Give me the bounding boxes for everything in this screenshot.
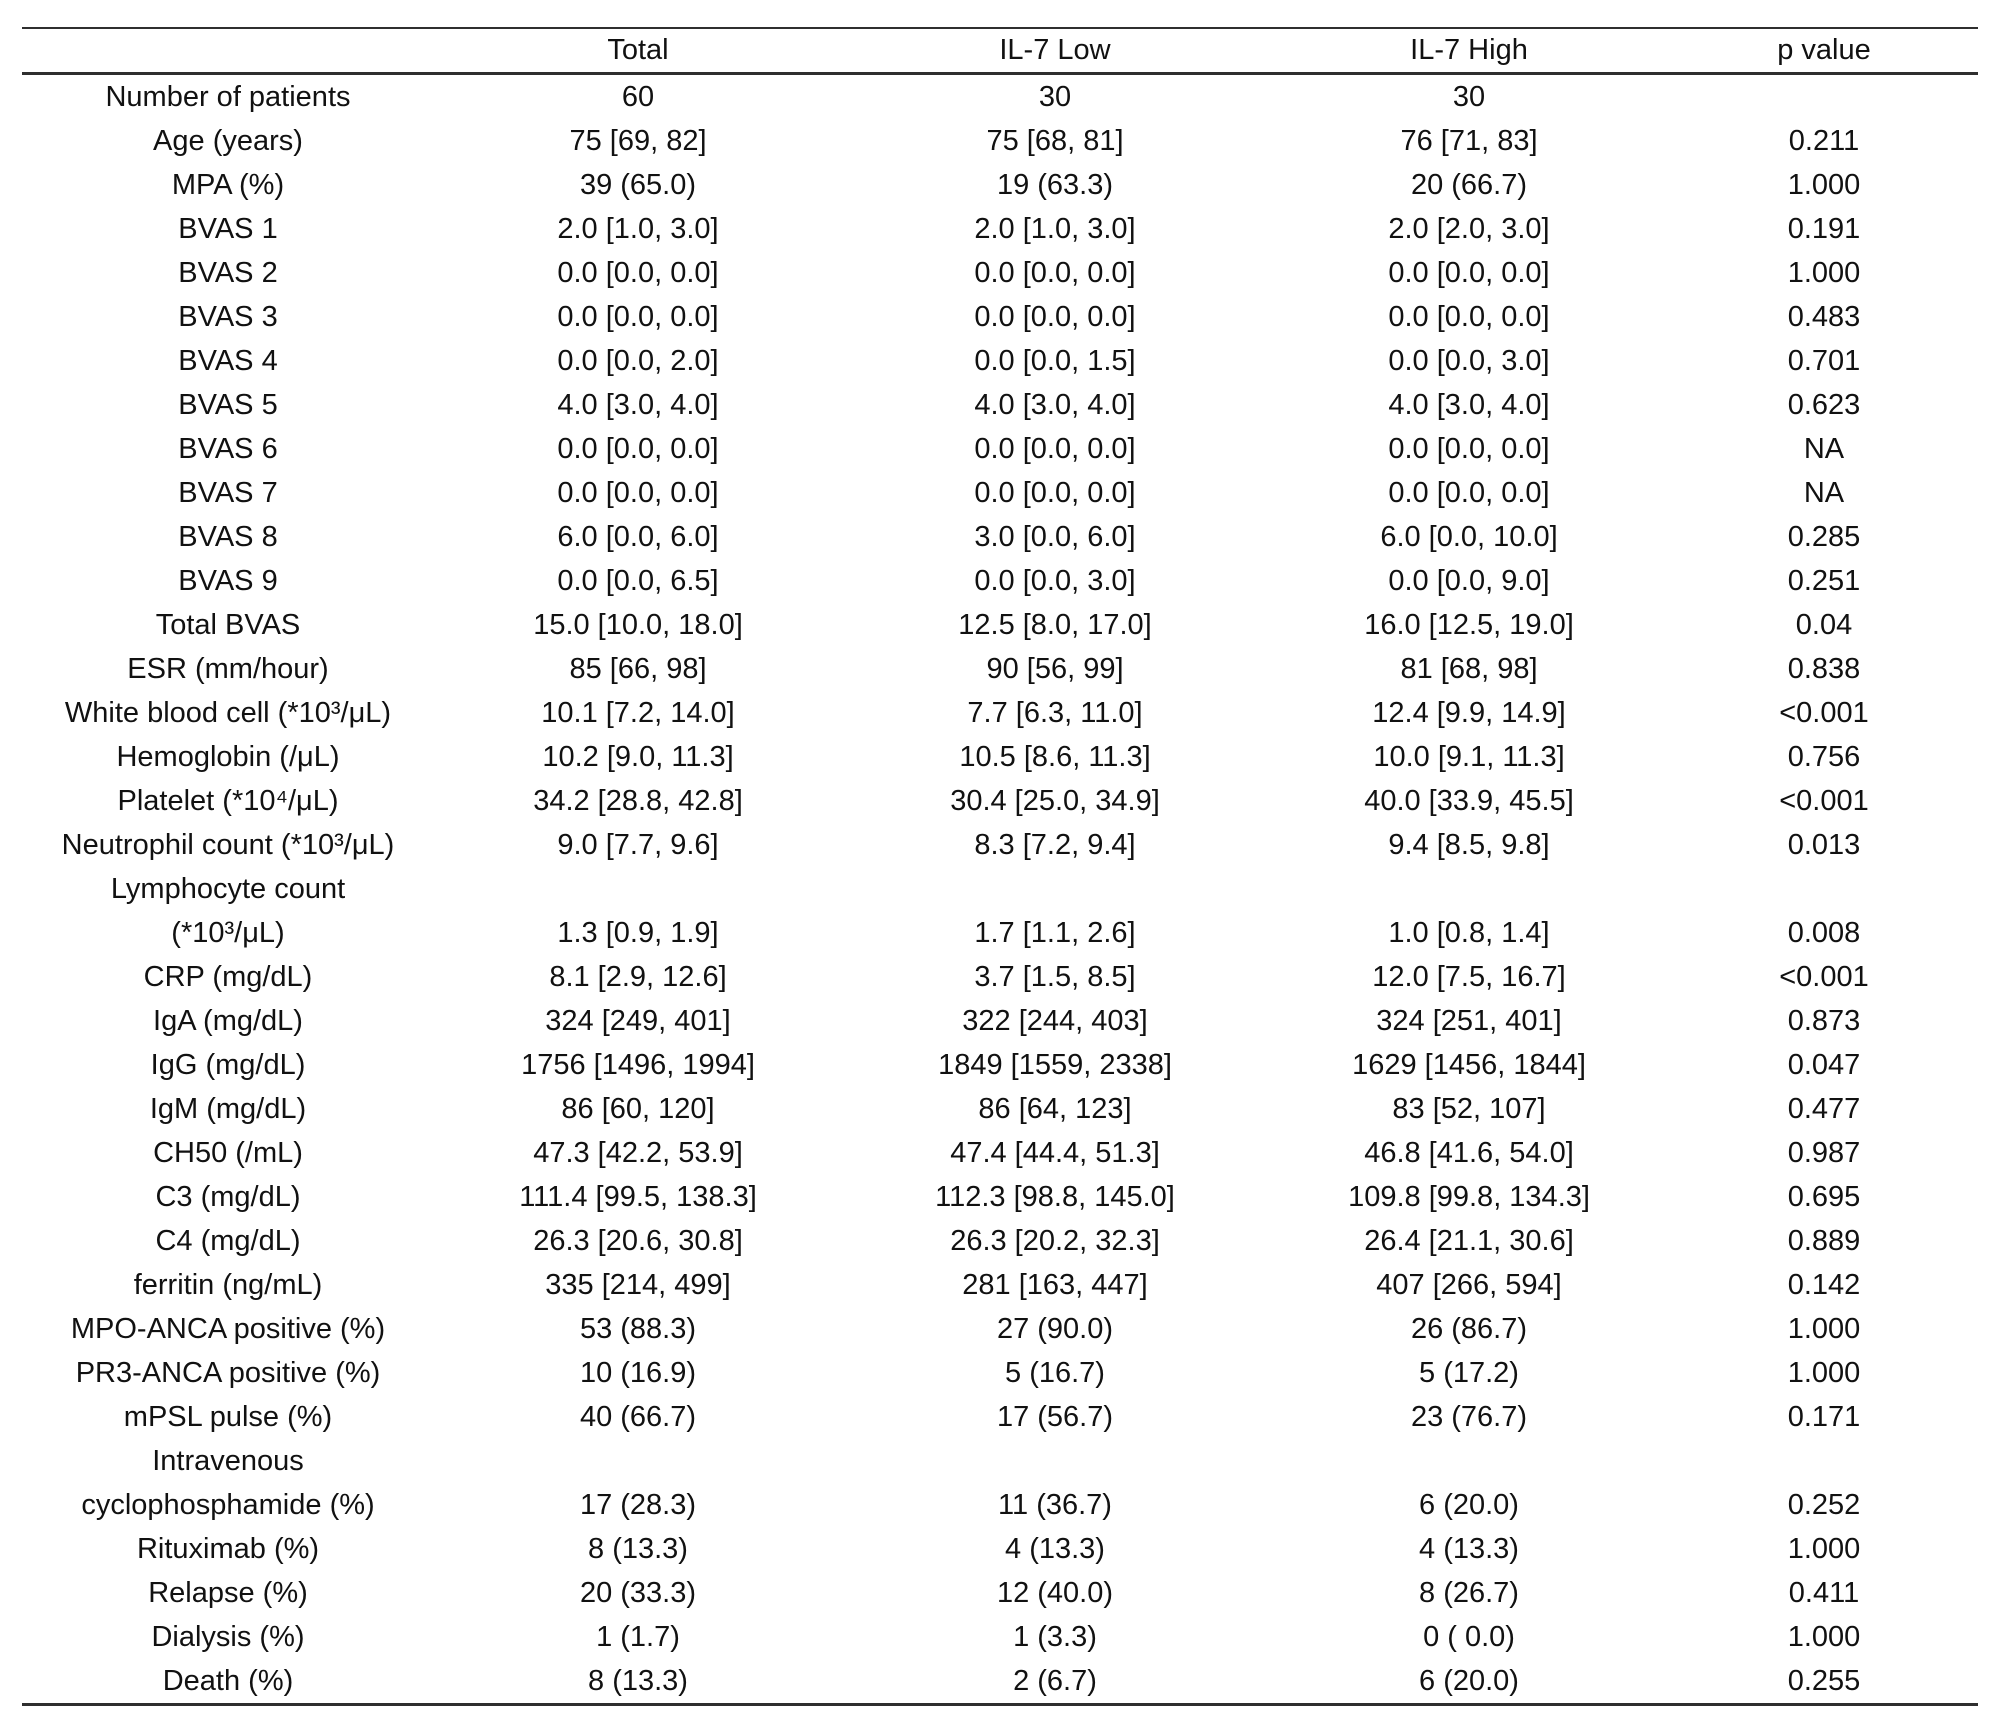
row-label: C4 (mg/dL) — [155, 1225, 301, 1257]
cell-p-value: <0.001 — [1779, 785, 1869, 817]
cell-p-value: 0.211 — [1788, 125, 1860, 157]
cell-p-value: 0.838 — [1787, 653, 1861, 685]
cell-il7-low: 0.0 [0.0, 1.5] — [974, 345, 1136, 377]
cell-p-value: 1.000 — [1787, 169, 1861, 201]
row-label: IgA (mg/dL) — [153, 1005, 303, 1037]
table-body — [22, 74, 1978, 1705]
row-label: BVAS 1 — [178, 213, 278, 245]
cell-il7-low: 112.3 [98.8, 145.0] — [935, 1181, 1175, 1213]
cell-total: 17 (28.3) — [579, 1489, 697, 1521]
cell-il7-low: 322 [244, 403] — [962, 1005, 1148, 1037]
cell-il7-low: 90 [56, 99] — [986, 653, 1124, 685]
cell-total: 1756 [1496, 1994] — [521, 1049, 755, 1081]
cell-total: 20 (33.3) — [579, 1577, 697, 1609]
cell-il7-low: 281 [163, 447] — [962, 1269, 1148, 1301]
cell-il7-high: 16.0 [12.5, 19.0] — [1364, 609, 1574, 641]
cell-il7-low: 0.0 [0.0, 0.0] — [974, 433, 1136, 465]
table-row — [22, 999, 1978, 1043]
cell-il7-high: 6 (20.0) — [1419, 1489, 1519, 1521]
cell-il7-low: 30.4 [25.0, 34.9] — [950, 785, 1160, 817]
table-row — [22, 1219, 1978, 1263]
row-label: ferritin (ng/mL) — [133, 1269, 323, 1301]
row-label: C3 (mg/dL) — [155, 1181, 301, 1213]
cell-p-value: 1.000 — [1787, 1533, 1861, 1565]
table-row — [22, 427, 1978, 471]
cell-p-value: <0.001 — [1779, 697, 1869, 729]
cell-p-value: 0.889 — [1787, 1225, 1861, 1257]
row-label: Platelet (*10⁴/μL) — [117, 785, 339, 817]
cell-p-value: 1.000 — [1787, 1357, 1861, 1389]
cell-p-value — [1670, 74, 1978, 120]
cell-il7-high: 6.0 [0.0, 10.0] — [1380, 521, 1558, 553]
row-label: CH50 (/mL) — [153, 1137, 303, 1169]
cell-il7-high: 76 [71, 83] — [1400, 125, 1538, 157]
row-label: Relapse (%) — [148, 1577, 308, 1609]
cell-il7-low: 86 [64, 123] — [978, 1093, 1132, 1125]
row-label: BVAS 9 — [178, 565, 278, 597]
cell-il7-high: 81 [68, 98] — [1400, 653, 1538, 685]
cell-il7-low: 0.0 [0.0, 0.0] — [974, 257, 1136, 289]
table-row — [22, 1659, 1978, 1705]
cell-il7-high: 0.0 [0.0, 3.0] — [1388, 345, 1550, 377]
cell-total: 86 [60, 120] — [561, 1093, 715, 1125]
cell-p-value: 0.013 — [1787, 829, 1861, 861]
cell-il7-high: 0.0 [0.0, 0.0] — [1388, 301, 1550, 333]
cell-il7-low: 27 (90.0) — [996, 1313, 1114, 1345]
table-row — [22, 515, 1978, 559]
row-label: IgM (mg/dL) — [149, 1093, 307, 1125]
table-row — [22, 295, 1978, 339]
cell-total: 0.0 [0.0, 6.5] — [557, 565, 719, 597]
table-row — [22, 735, 1978, 779]
row-label: Rituximab (%) — [136, 1533, 320, 1565]
cell-p-value: 0.701 — [1787, 345, 1861, 377]
cell-total: 75 [69, 82] — [569, 125, 707, 157]
cell-il7-high: 26 (86.7) — [1410, 1313, 1528, 1345]
cell-il7-low: 0.0 [0.0, 0.0] — [974, 301, 1136, 333]
header-row — [22, 28, 1978, 74]
cell-il7-high: 23 (76.7) — [1410, 1401, 1528, 1433]
cell-total: 60 — [621, 81, 655, 113]
cell-il7-low: 2.0 [1.0, 3.0] — [974, 213, 1136, 245]
cell-total: 9.0 [7.7, 9.6] — [557, 829, 719, 861]
row-label: MPA (%) — [171, 169, 285, 201]
table-row — [22, 207, 1978, 251]
cell-total: 10.2 [9.0, 11.3] — [542, 741, 734, 773]
cell-il7-low: 4 (13.3) — [1005, 1533, 1105, 1565]
cell-il7-high: 12.4 [9.9, 14.9] — [1372, 697, 1566, 729]
table-row — [22, 1131, 1978, 1175]
table-row — [22, 867, 1978, 955]
row-label: Dialysis (%) — [151, 1621, 305, 1653]
row-label: BVAS 5 — [178, 389, 278, 421]
row-label: Neutrophil count (*10³/μL) — [61, 829, 395, 861]
cell-p-value: 1.000 — [1787, 1313, 1861, 1345]
cell-il7-low: 75 [68, 81] — [986, 125, 1124, 157]
row-label: Hemoglobin (/μL) — [116, 741, 340, 773]
table-row — [22, 383, 1978, 427]
cell-il7-high: 0.0 [0.0, 9.0] — [1388, 565, 1550, 597]
cell-total: 1 (1.7) — [596, 1621, 680, 1653]
row-label: BVAS 2 — [178, 257, 278, 289]
cell-total: 53 (88.3) — [579, 1313, 697, 1345]
column-header-p-value: p value — [1670, 28, 1978, 74]
column-header-metric — [22, 28, 434, 74]
cell-il7-high: 83 [52, 107] — [1392, 1093, 1546, 1125]
row-label: Number of patients — [105, 81, 351, 113]
table-row — [22, 823, 1978, 867]
cell-il7-high: 1629 [1456, 1844] — [1352, 1049, 1586, 1081]
cell-il7-low: 17 (56.7) — [996, 1401, 1114, 1433]
cell-il7-high: 40.0 [33.9, 45.5] — [1364, 785, 1574, 817]
table-row — [22, 691, 1978, 735]
cell-p-value: 0.251 — [1787, 565, 1861, 597]
cell-total: 6.0 [0.0, 6.0] — [557, 521, 719, 553]
cell-il7-high: 407 [266, 594] — [1376, 1269, 1562, 1301]
cell-il7-high: 109.8 [99.8, 134.3] — [1348, 1181, 1590, 1213]
table-row — [22, 1571, 1978, 1615]
cell-il7-low: 26.3 [20.2, 32.3] — [950, 1225, 1160, 1257]
table-row — [22, 1395, 1978, 1439]
cell-total: 40 (66.7) — [579, 1401, 697, 1433]
row-label: PR3-ANCA positive (%) — [75, 1357, 381, 1389]
cell-p-value: 0.483 — [1787, 301, 1861, 333]
cell-il7-high: 26.4 [21.1, 30.6] — [1364, 1225, 1574, 1257]
row-label: BVAS 8 — [178, 521, 278, 553]
patient-characteristics-table — [22, 27, 1978, 1706]
table-row — [22, 74, 1978, 120]
cell-il7-low: 4.0 [3.0, 4.0] — [974, 389, 1136, 421]
row-label: Age (years) — [153, 125, 303, 157]
table-row — [22, 603, 1978, 647]
table-row — [22, 1307, 1978, 1351]
cell-total: 8 (13.3) — [588, 1533, 688, 1565]
column-header-total: Total — [434, 28, 842, 74]
cell-p-value: 0.285 — [1787, 521, 1861, 553]
cell-il7-low: 3.7 [1.5, 8.5] — [974, 961, 1136, 993]
cell-il7-low: 7.7 [6.3, 11.0] — [967, 697, 1143, 729]
cell-p-value: NA — [1803, 433, 1845, 465]
cell-p-value: 0.252 — [1787, 1489, 1861, 1521]
cell-il7-high: 9.4 [8.5, 9.8] — [1388, 829, 1550, 861]
cell-il7-low: 10.5 [8.6, 11.3] — [959, 741, 1151, 773]
table-row — [22, 1087, 1978, 1131]
cell-total: 8 (13.3) — [588, 1665, 688, 1697]
cell-p-value: <0.001 — [1779, 961, 1869, 993]
cell-il7-low: 3.0 [0.0, 6.0] — [974, 521, 1136, 553]
cell-il7-low: 1849 [1559, 2338] — [938, 1049, 1172, 1081]
row-label: BVAS 7 — [178, 477, 278, 509]
row-label: MPO-ANCA positive (%) — [70, 1313, 386, 1345]
cell-il7-low: 0.0 [0.0, 0.0] — [974, 477, 1136, 509]
cell-il7-low: 12 (40.0) — [996, 1577, 1114, 1609]
cell-il7-low: 8.3 [7.2, 9.4] — [974, 829, 1136, 861]
row-label: Total BVAS — [155, 609, 301, 641]
cell-il7-high: 324 [251, 401] — [1376, 1005, 1562, 1037]
cell-total: 34.2 [28.8, 42.8] — [533, 785, 743, 817]
row-label: ESR (mm/hour) — [127, 653, 329, 685]
row-label: BVAS 6 — [178, 433, 278, 465]
cell-il7-high: 6 (20.0) — [1419, 1665, 1519, 1697]
table-row — [22, 251, 1978, 295]
row-label: Intravenous cyclophosphamide (%) — [81, 1445, 375, 1521]
table-row — [22, 163, 1978, 207]
cell-total: 47.3 [42.2, 53.9] — [533, 1137, 743, 1169]
cell-p-value: 0.171 — [1787, 1401, 1861, 1433]
cell-total: 10.1 [7.2, 14.0] — [541, 697, 735, 729]
cell-total: 1.3 [0.9, 1.9] — [557, 917, 719, 949]
cell-total: 85 [66, 98] — [569, 653, 707, 685]
cell-total: 335 [214, 499] — [545, 1269, 731, 1301]
column-header-il7-low: IL-7 Low — [842, 28, 1268, 74]
cell-il7-low: 5 (16.7) — [1005, 1357, 1105, 1389]
cell-il7-low: 1 (3.3) — [1013, 1621, 1097, 1653]
cell-il7-low: 1.7 [1.1, 2.6] — [974, 917, 1136, 949]
cell-il7-high: 10.0 [9.1, 11.3] — [1373, 741, 1565, 773]
cell-il7-low: 11 (36.7) — [998, 1489, 1112, 1521]
column-header-il7-high: IL-7 High — [1268, 28, 1670, 74]
cell-total: 4.0 [3.0, 4.0] — [557, 389, 719, 421]
cell-total: 10 (16.9) — [579, 1357, 697, 1389]
table-row — [22, 471, 1978, 515]
cell-total: 15.0 [10.0, 18.0] — [533, 609, 743, 641]
cell-il7-high: 4.0 [3.0, 4.0] — [1388, 389, 1550, 421]
table-row — [22, 1527, 1978, 1571]
cell-p-value: 1.000 — [1787, 1621, 1861, 1653]
cell-total: 0.0 [0.0, 0.0] — [557, 257, 719, 289]
cell-total: 0.0 [0.0, 2.0] — [557, 345, 719, 377]
cell-total: 0.0 [0.0, 0.0] — [557, 433, 719, 465]
cell-il7-low: 0.0 [0.0, 3.0] — [974, 565, 1136, 597]
cell-il7-low: 30 — [1038, 81, 1072, 113]
cell-p-value: 0.477 — [1787, 1093, 1861, 1125]
cell-il7-high: 30 — [1452, 81, 1486, 113]
cell-p-value: 0.411 — [1788, 1577, 1860, 1609]
cell-total: 0.0 [0.0, 0.0] — [557, 477, 719, 509]
cell-il7-high: 0 ( 0.0) — [1423, 1621, 1515, 1653]
cell-p-value: 1.000 — [1787, 257, 1861, 289]
cell-p-value: 0.695 — [1787, 1181, 1861, 1213]
cell-total: 39 (65.0) — [579, 169, 697, 201]
cell-il7-high: 0.0 [0.0, 0.0] — [1388, 433, 1550, 465]
table-row — [22, 1263, 1978, 1307]
cell-p-value: 0.047 — [1787, 1049, 1861, 1081]
row-label: IgG (mg/dL) — [150, 1049, 306, 1081]
table-row — [22, 339, 1978, 383]
table-row — [22, 1615, 1978, 1659]
cell-total: 111.4 [99.5, 138.3] — [519, 1181, 757, 1213]
table-row — [22, 559, 1978, 603]
row-label: White blood cell (*10³/μL) — [64, 697, 392, 729]
cell-total: 0.0 [0.0, 0.0] — [557, 301, 719, 333]
row-label: BVAS 4 — [178, 345, 278, 377]
cell-total: 324 [249, 401] — [545, 1005, 731, 1037]
cell-p-value: NA — [1803, 477, 1845, 509]
cell-il7-high: 46.8 [41.6, 54.0] — [1364, 1137, 1574, 1169]
cell-il7-low: 12.5 [8.0, 17.0] — [958, 609, 1152, 641]
cell-il7-high: 0.0 [0.0, 0.0] — [1388, 477, 1550, 509]
cell-total: 8.1 [2.9, 12.6] — [549, 961, 727, 993]
cell-il7-low: 19 (63.3) — [996, 169, 1114, 201]
row-label: CRP (mg/dL) — [143, 961, 313, 993]
cell-il7-low: 2 (6.7) — [1013, 1665, 1097, 1697]
cell-p-value: 0.142 — [1787, 1269, 1861, 1301]
table-row — [22, 779, 1978, 823]
cell-p-value: 0.623 — [1787, 389, 1861, 421]
cell-p-value: 0.191 — [1787, 213, 1861, 245]
cell-il7-low: 47.4 [44.4, 51.3] — [950, 1137, 1160, 1169]
row-label: Lymphocyte count (*10³/μL) — [110, 873, 346, 949]
row-label: BVAS 3 — [178, 301, 278, 333]
cell-total: 26.3 [20.6, 30.8] — [533, 1225, 743, 1257]
cell-il7-high: 0.0 [0.0, 0.0] — [1388, 257, 1550, 289]
cell-il7-high: 8 (26.7) — [1419, 1577, 1519, 1609]
cell-total: 2.0 [1.0, 3.0] — [557, 213, 719, 245]
cell-p-value: 0.008 — [1787, 917, 1861, 949]
cell-il7-high: 20 (66.7) — [1410, 169, 1528, 201]
cell-p-value: 0.756 — [1787, 741, 1861, 773]
cell-il7-high: 5 (17.2) — [1419, 1357, 1519, 1389]
table-row — [22, 647, 1978, 691]
cell-il7-high: 1.0 [0.8, 1.4] — [1388, 917, 1550, 949]
cell-p-value: 0.255 — [1787, 1665, 1861, 1697]
row-label: Death (%) — [162, 1665, 294, 1697]
table-row — [22, 955, 1978, 999]
cell-p-value: 0.04 — [1795, 609, 1853, 641]
row-label: mPSL pulse (%) — [123, 1401, 333, 1433]
table-row — [22, 1175, 1978, 1219]
cell-il7-high: 12.0 [7.5, 16.7] — [1372, 961, 1566, 993]
table-row — [22, 119, 1978, 163]
cell-p-value: 0.873 — [1787, 1005, 1861, 1037]
table-row — [22, 1351, 1978, 1395]
table-row — [22, 1439, 1978, 1527]
cell-il7-high: 2.0 [2.0, 3.0] — [1388, 213, 1550, 245]
table-row — [22, 1043, 1978, 1087]
cell-il7-high: 4 (13.3) — [1419, 1533, 1519, 1565]
cell-p-value: 0.987 — [1787, 1137, 1861, 1169]
